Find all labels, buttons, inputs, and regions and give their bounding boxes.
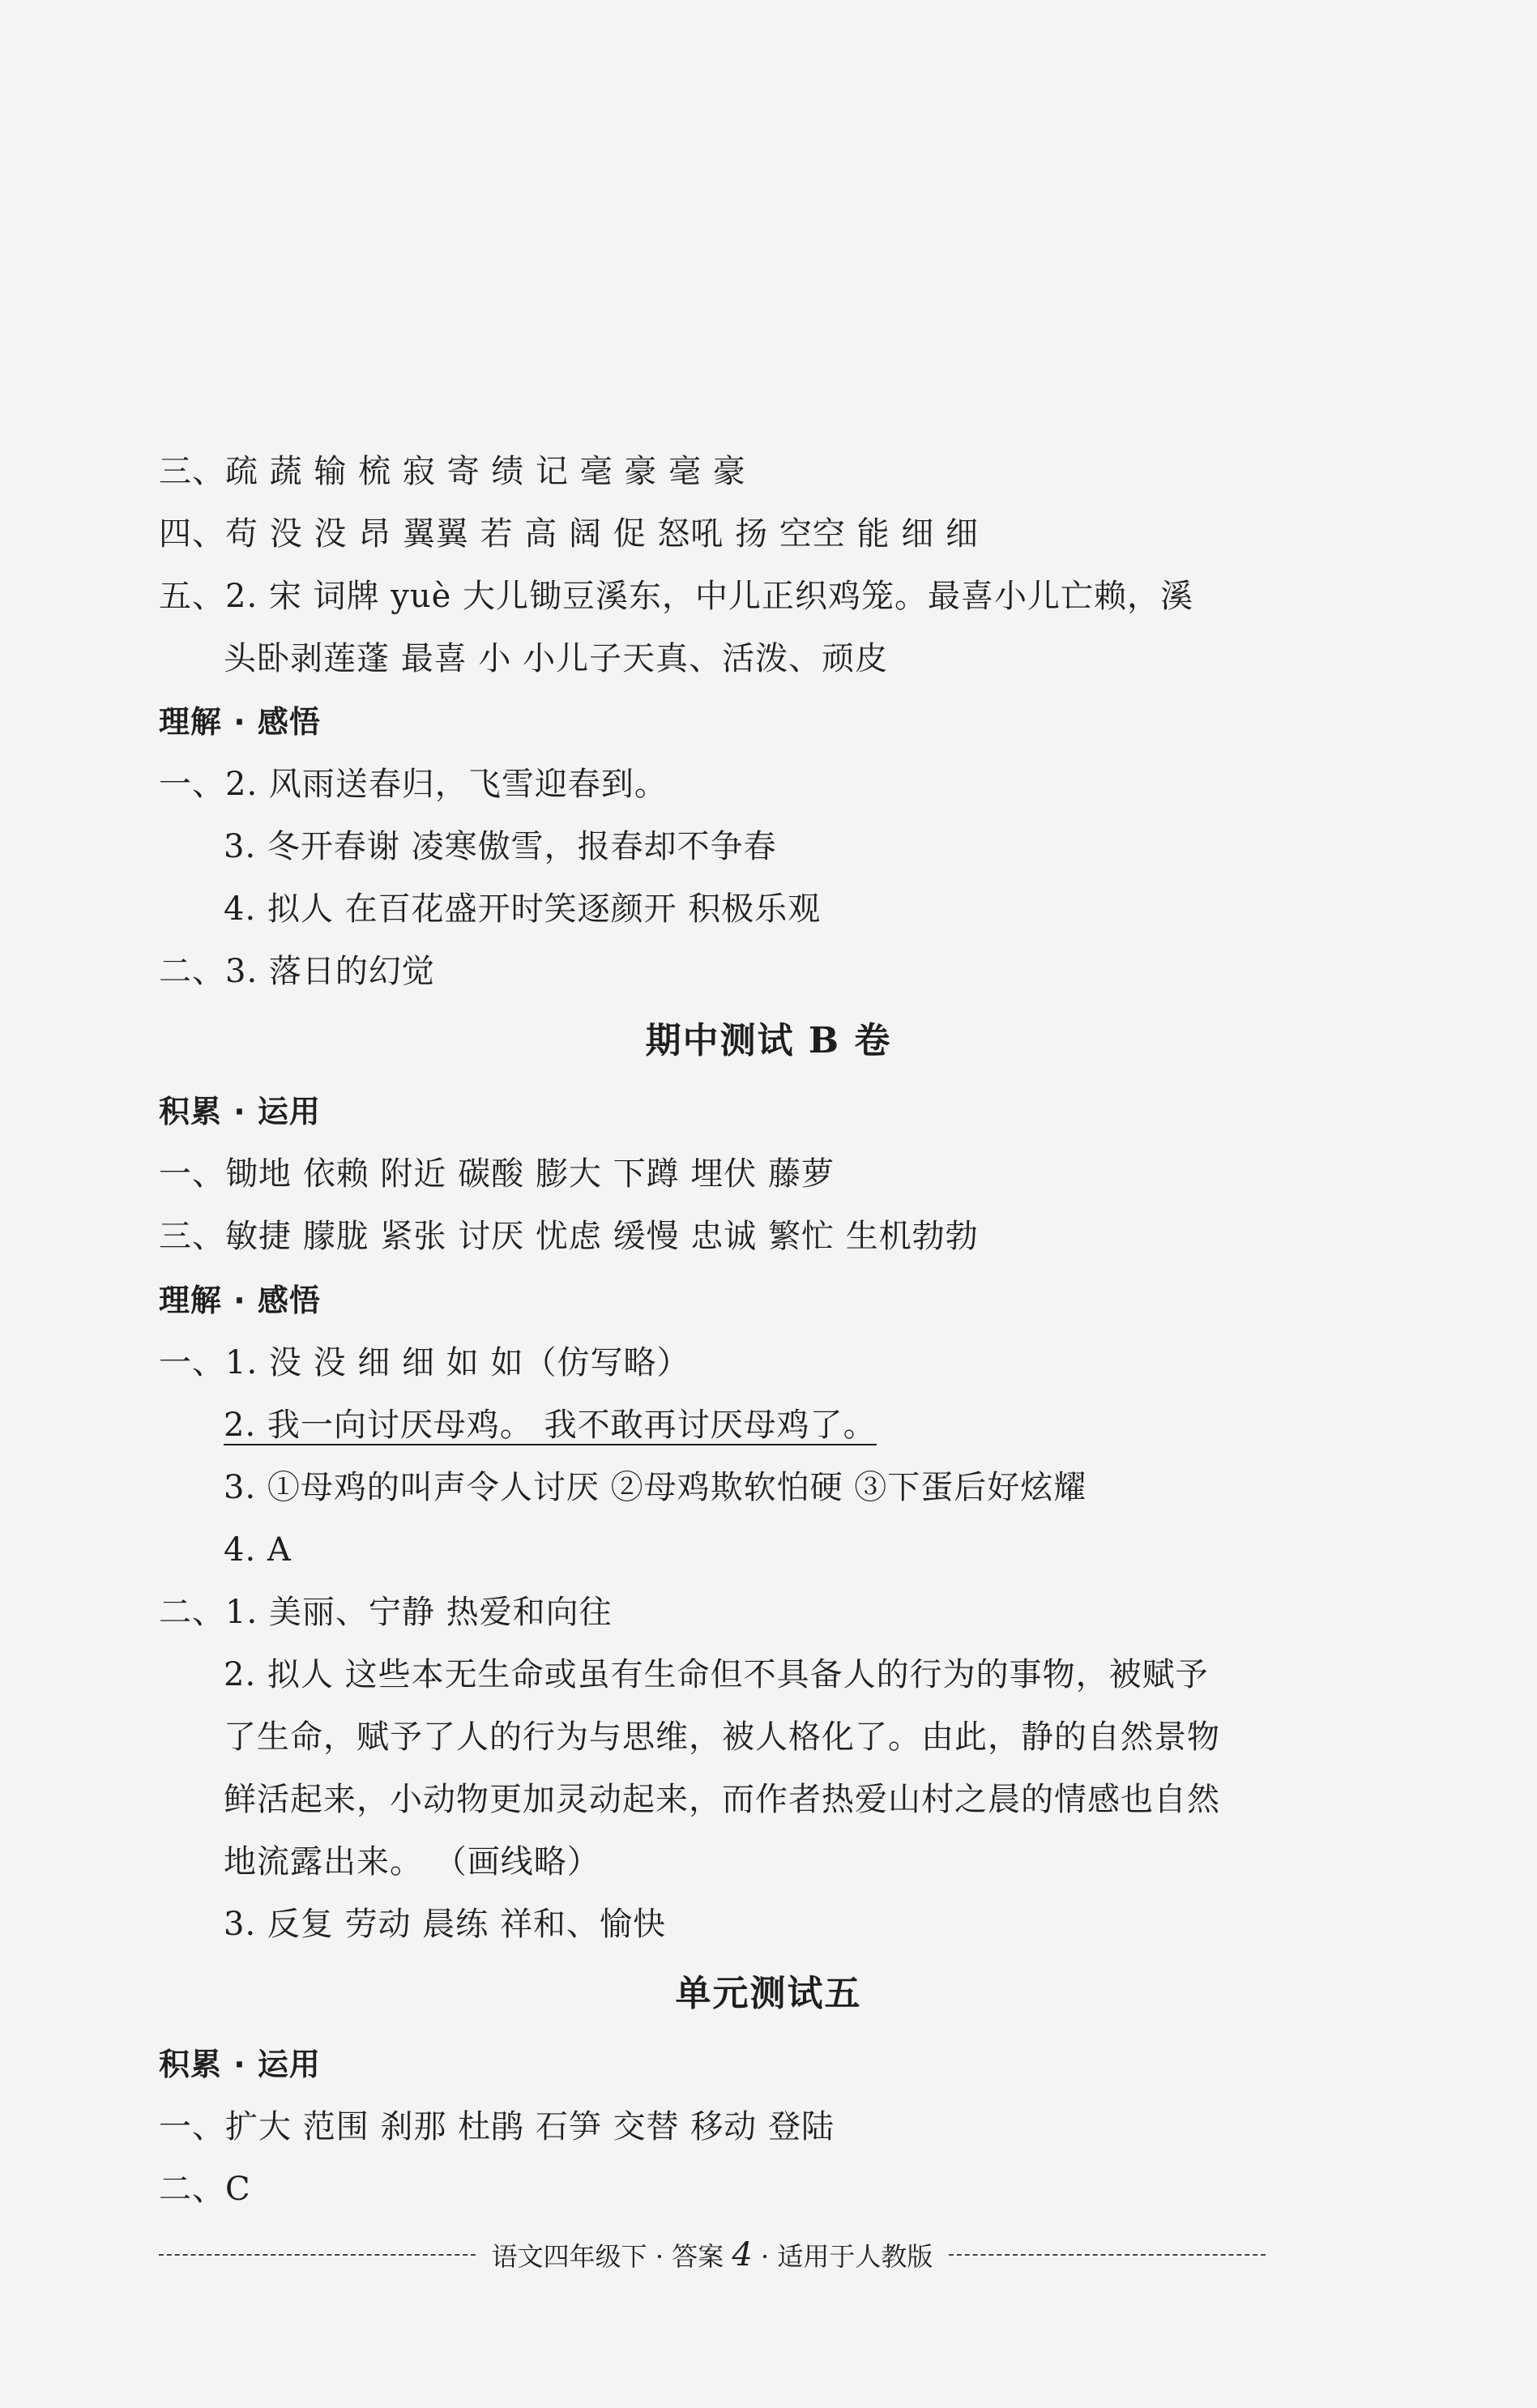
answer-line: 二、C: [159, 2171, 251, 2208]
footer-divider-left: [159, 2254, 476, 2256]
section-heading: 理解 · 感悟: [159, 704, 321, 740]
answer-line: 五、2. 宋 词牌 yuè 大儿锄豆溪东，中儿正织鸡笼。最喜小儿亡赖，溪: [159, 578, 1194, 615]
answer-line: 二、1. 美丽、宁静 热爱和向往: [159, 1594, 613, 1631]
answer-line: 一、锄地 依赖 附近 碳酸 膨大 下蹲 埋伏 藤萝: [159, 1155, 835, 1193]
answer-line: 2. 拟人 这些本无生命或虽有生命但不具备人的行为的事物，被赋予: [224, 1656, 1209, 1693]
footer-edition: · 适用于人教版: [760, 2241, 933, 2272]
answer-line: 3. 冬开春谢 凌寒傲雪，报春却不争春: [224, 828, 777, 865]
test-title: 期中测试 B 卷: [645, 1020, 892, 1061]
answer-line: 一、1. 没 没 细 细 如 如（仿写略）: [159, 1344, 690, 1381]
footer-divider-right: [949, 2254, 1266, 2256]
page-footer: [159, 2235, 1266, 2275]
test-title: 单元测试五: [675, 1973, 862, 2014]
answer-line: 地流露出来。 （画线略）: [224, 1843, 600, 1881]
answer-line: 3. ①母鸡的叫声令人讨厌 ②母鸡欺软怕硬 ③下蛋后好炫耀: [224, 1469, 1087, 1506]
page-number: 4: [732, 2236, 753, 2274]
answer-line: 了生命，赋予了人的行为与思维，被人格化了。由此，静的自然景物: [224, 1718, 1220, 1756]
answer-line: 三、敏捷 朦胧 紧张 讨厌 忧虑 缓慢 忠诚 繁忙 生机勃勃: [159, 1218, 979, 1255]
answer-line: 三、疏 蔬 输 梳 寂 寄 绩 记 毫 豪 毫 豪: [159, 453, 746, 490]
section-heading: 积累 · 运用: [159, 1094, 321, 1129]
underlined-text: 2. 我一向讨厌母鸡。 我不敢再讨厌母鸡了。: [224, 1407, 877, 1444]
underlined-answer-line: [224, 1403, 877, 1447]
answer-line: 4. 拟人 在百花盛开时笑逐颜开 积极乐观: [224, 890, 822, 928]
footer-text: [476, 2236, 950, 2274]
answer-line: 4. A: [224, 1531, 292, 1569]
section-heading: 积累 · 运用: [159, 2047, 321, 2082]
answer-line: 头卧剥莲蓬 最喜 小 小儿子天真、活泼、顽皮: [224, 640, 889, 677]
answer-line: 鲜活起来，小动物更加灵动起来，而作者热爱山村之晨的情感也自然: [224, 1781, 1220, 1818]
answer-line: 四、苟 没 没 昂 翼翼 若 高 阔 促 怒吼 扬 空空 能 细 细: [159, 515, 980, 553]
answer-line: 一、2. 风雨送春归，飞雪迎春到。: [159, 766, 668, 803]
answer-line: 一、扩大 范围 刹那 杜鹃 石笋 交替 移动 登陆: [159, 2108, 835, 2145]
answer-line: 3. 反复 劳动 晨练 祥和、愉快: [224, 1906, 667, 1943]
footer-subject: 语文四年级下 · 答案: [491, 2241, 724, 2272]
section-heading: 理解 · 感悟: [159, 1283, 321, 1318]
answer-line: 二、3. 落日的幻觉: [159, 953, 435, 990]
